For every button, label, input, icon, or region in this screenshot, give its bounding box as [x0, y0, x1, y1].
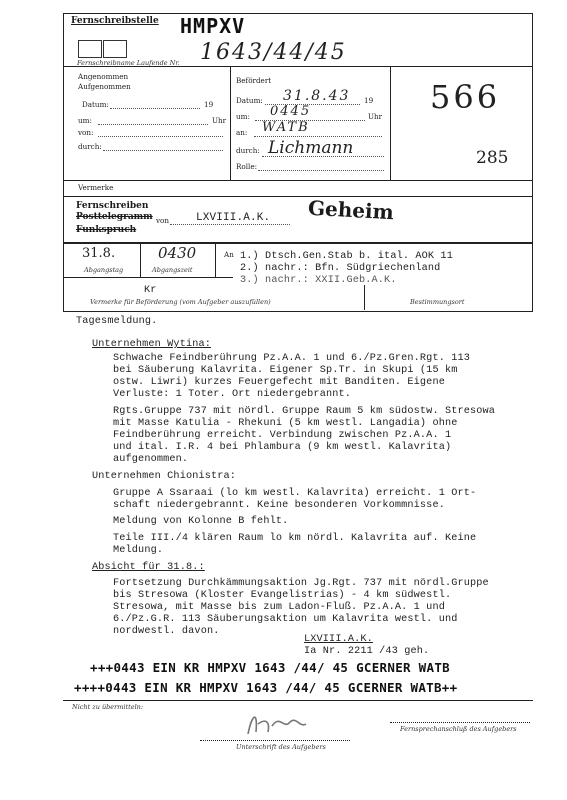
- chionistra-p1-l1: Gruppe A Ssaraai (lo km westl. Kalavrita) erreicht. 1 Ort-: [113, 488, 477, 499]
- vermerke-label: Vermerke: [78, 183, 114, 192]
- absicht-l1: Fortsetzung Durchkämmungsaktion Jg.Rgt. 737 mit nördl.Gruppe: [113, 578, 489, 589]
- chionistra-p3-l2: Meldung.: [113, 545, 164, 556]
- sent-rolle-label: Rolle:: [236, 162, 258, 171]
- abgangstag-label: Abgangstag: [84, 266, 124, 274]
- funkspruch-label: Funkspruch: [76, 225, 137, 235]
- absicht-l4: 6./Pz.G.R. 113 Säuberungsaktion um Kalavrita westl. und: [113, 614, 458, 625]
- time-value: 0430: [158, 244, 197, 262]
- wytina-p1-l1: Schwache Feindberührung Pz.A.A. 1 und 6./Pz.Gren.Rgt. 113: [113, 353, 471, 364]
- absicht-l3: Stresowa, mit Masse bis zum Ladon-Fluß. Pz.A.A. 1 und: [113, 602, 445, 613]
- aufgeber-signature: [240, 704, 320, 740]
- sent-year: 19: [364, 96, 374, 105]
- vermerke-befoerderung-label: Vermerke für Beförderung (vom Aufgeber auszufüllen): [90, 298, 271, 306]
- tape-line-1: +++0443 EIN KR HMPXV 1643 /44/ 45 GCERNER WATB: [90, 660, 450, 675]
- section-heading-absicht: Absicht für 31.8.:: [92, 562, 205, 573]
- tape-line-2: ++++0443 EIN KR HMPXV 1643 /44/ 45 GCERNER WATB++: [74, 680, 458, 695]
- fernschreibstelle-label: Fernschreibstelle: [71, 16, 159, 26]
- bestimmungsort-label: Bestimmungsort: [410, 298, 465, 306]
- number-566: 566: [430, 78, 501, 116]
- chionistra-p1-l2: schaft niedergebrannt. Keine besonderen Vorkommnisse.: [113, 500, 445, 511]
- wytina-p1-l4: Verluste: 1 Toter. Ort niedergebrannt.: [113, 389, 352, 400]
- signature-unit: LXVIII.A.K.: [304, 634, 373, 645]
- wytina-p1-l3: ostw. Liwri) kurzes Feuergefecht mit Banditen. Eigene: [113, 377, 445, 388]
- received-year: 19: [204, 100, 214, 109]
- von-label: von: [156, 216, 170, 225]
- signature-ref: Ia Nr. 2211 /43 geh.: [304, 646, 430, 657]
- wytina-p2-l5: aufgenommen.: [113, 454, 189, 465]
- received-von-label: von:: [78, 128, 94, 137]
- geheim-stamp: Geheim: [307, 195, 395, 225]
- sent-uhr: Uhr: [368, 112, 383, 121]
- received-durch-label: durch:: [78, 142, 102, 151]
- sender-unit: LXVIII.A.K.: [196, 212, 271, 224]
- received-um-label: um:: [78, 116, 92, 125]
- sent-datum-value: 31.8.43: [283, 88, 351, 104]
- absicht-l5: nordwestl. davon.: [113, 626, 220, 637]
- an-label: An: [224, 250, 234, 259]
- nicht-uebermitteln-label: Nicht zu übermitteln:: [72, 703, 144, 711]
- checkbox-1: [78, 40, 102, 58]
- abgangszeit-label: Abgangszeit: [152, 266, 193, 274]
- message-title: Tagesmeldung.: [76, 316, 158, 327]
- fernsprech-label: Fernsprechanschluß des Aufgebers: [400, 725, 517, 733]
- angenommen-label: Angenommen: [78, 72, 129, 81]
- date-value: 31.8.: [82, 246, 116, 261]
- posttelegramm-label: Posttelegramm: [76, 212, 153, 222]
- aufgenommen-label: Aufgenommen: [78, 82, 131, 91]
- addressee-2: 2.) nachr.: Bfn. Südgriechenland: [240, 263, 441, 274]
- fernschreiben-label: Fernschreiben: [76, 201, 149, 211]
- fernschreibname-label: Fernschreibname Laufende Nr.: [77, 59, 180, 67]
- number-285: 285: [476, 148, 509, 168]
- wytina-p2-l2: mit Masse Katulia - Rhekuni (5 km westl. Langadia) ohne: [113, 418, 458, 429]
- chionistra-p2: Meldung von Kolonne B fehlt.: [113, 516, 289, 527]
- addressee-1: 1.) Dtsch.Gen.Stab b. ital. AOK 11: [240, 251, 453, 262]
- sent-durch-label: durch:: [236, 146, 260, 155]
- unterschrift-label: Unterschrift des Aufgebers: [236, 743, 326, 751]
- wytina-p2-l3: Feindberührung erreicht. Verbindung zwischen Pz.A.A. 1: [113, 430, 452, 441]
- sent-um-label: um:: [236, 112, 250, 121]
- sent-an-label: an:: [236, 128, 248, 137]
- wytina-p2-l4: und ital. I.R. 4 bei Phlambura (9 km westl. Kalavrita): [113, 442, 452, 453]
- sent-um-value: 0445: [270, 104, 312, 119]
- addressee-3: 3.) nachr.: XXII.Geb.A.K.: [240, 275, 397, 286]
- chionistra-p3-l1: Teile III./4 klären Raum lo km nördl. Kalavrita auf. Keine: [113, 533, 477, 544]
- received-datum-label: Datum:: [82, 100, 109, 109]
- kr-label: Kr: [144, 285, 157, 296]
- befoerdert-label: Befördert: [236, 76, 272, 85]
- station-stamp: HMPXV: [180, 14, 246, 38]
- sent-an-value: WATB: [262, 120, 310, 135]
- sent-durch-signature: Lichmann: [268, 138, 354, 158]
- laufende-nr: 1643/44/45: [200, 40, 347, 65]
- wytina-p2-l1: Rgts.Gruppe 737 mit nördl. Gruppe Raum 5 km südostw. Stresowa: [113, 406, 496, 417]
- wytina-p1-l2: bei Säuberung Kalavrita. Eigener Sp.Tr. in Skupi (15 km: [113, 365, 458, 376]
- received-uhr: Uhr: [212, 116, 227, 125]
- section-heading-wytina: Unternehmen Wytina:: [92, 339, 212, 350]
- section-heading-chionistra: Unternehmen Chionistra:: [92, 471, 237, 482]
- checkbox-2: [103, 40, 127, 58]
- sent-datum-label: Datum:: [236, 96, 263, 105]
- absicht-l2: bis Stresowa (Kloster Evangelistrias) - 4 km südwestl.: [113, 590, 452, 601]
